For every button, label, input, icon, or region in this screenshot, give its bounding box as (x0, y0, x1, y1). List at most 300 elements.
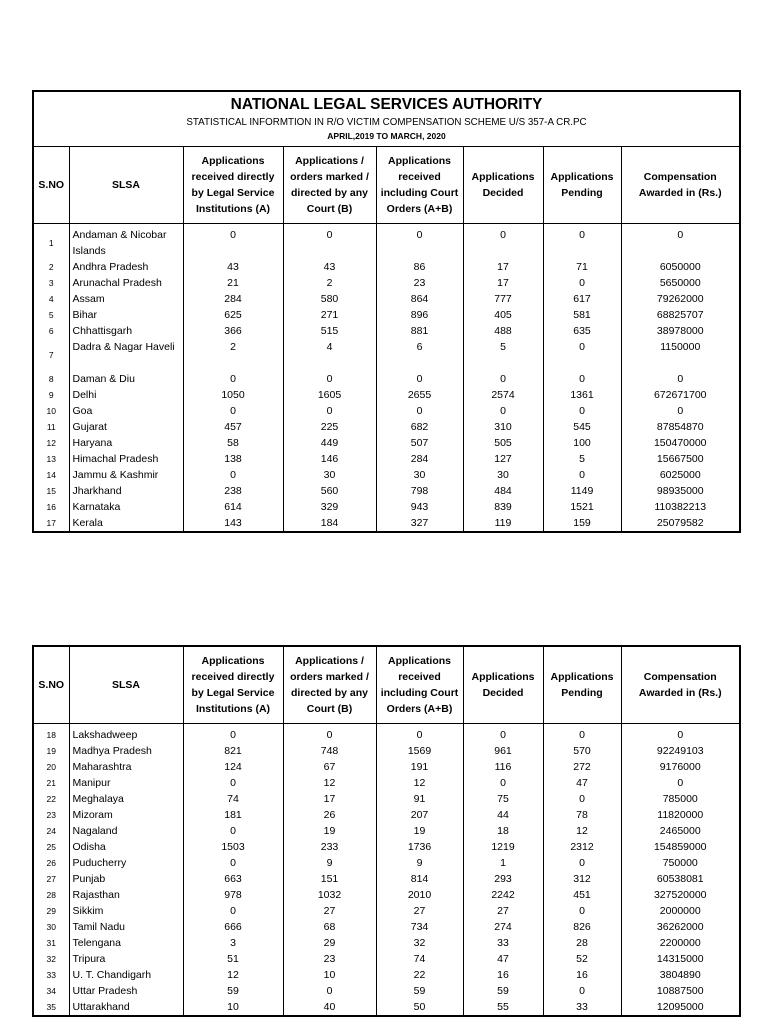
cell-slsa: Jammu & Kashmir (69, 467, 183, 483)
table-row (33, 227, 740, 259)
cell-compensation: 750000 (621, 855, 740, 871)
cell-total-received: 896 (376, 307, 463, 323)
cell-decided: 27 (463, 903, 543, 919)
compensation-table-part-1 (32, 90, 741, 533)
document-header (33, 91, 740, 147)
cell-pending: 16 (543, 967, 621, 983)
cell-sno: 29 (33, 903, 69, 919)
cell-pending: 617 (543, 291, 621, 307)
cell-compensation: 9176000 (621, 759, 740, 775)
cell-received-directly: 284 (183, 291, 283, 307)
cell-decided: 484 (463, 483, 543, 499)
cell-total-received: 91 (376, 791, 463, 807)
table-row (33, 499, 740, 515)
cell-slsa: Mizoram (69, 807, 183, 823)
cell-total-received: 74 (376, 951, 463, 967)
cell-received-directly: 143 (183, 515, 283, 532)
cell-pending: 0 (543, 403, 621, 419)
document-subtitle: STATISTICAL INFORMTION IN R/O VICTIM COMPENSATION SCHEME U/S 357-A CR.PC (186, 117, 587, 128)
header-decided: Applications Decided (463, 646, 543, 724)
cell-sno: 34 (33, 983, 69, 999)
cell-total-received: 22 (376, 967, 463, 983)
table-row (33, 903, 740, 919)
cell-slsa: Jharkhand (69, 483, 183, 499)
cell-decided: 17 (463, 275, 543, 291)
cell-received-directly: 181 (183, 807, 283, 823)
cell-compensation: 60538081 (621, 871, 740, 887)
cell-decided: 18 (463, 823, 543, 839)
header-compensation: Compensation Awarded in (Rs.) (621, 147, 740, 224)
cell-slsa: Arunachal Pradesh (69, 275, 183, 291)
cell-received-directly: 666 (183, 919, 283, 935)
cell-court-marked: 29 (283, 935, 376, 951)
header-total-received: Applications received including Court Orders (A+B) (376, 646, 463, 724)
table-body-part-1 (33, 224, 740, 533)
table-row (33, 387, 740, 403)
cell-total-received: 734 (376, 919, 463, 935)
cell-slsa: Karnataka (69, 499, 183, 515)
table-row (33, 307, 740, 323)
table-row (33, 291, 740, 307)
cell-slsa: Rajasthan (69, 887, 183, 903)
cell-decided: 293 (463, 871, 543, 887)
cell-decided: 119 (463, 515, 543, 532)
document-title: NATIONAL LEGAL SERVICES AUTHORITY (230, 96, 543, 113)
cell-pending: 635 (543, 323, 621, 339)
cell-court-marked: 30 (283, 467, 376, 483)
cell-court-marked: 329 (283, 499, 376, 515)
table-row (33, 759, 740, 775)
cell-decided: 310 (463, 419, 543, 435)
cell-pending: 0 (543, 371, 621, 387)
cell-court-marked: 0 (283, 983, 376, 999)
cell-decided: 47 (463, 951, 543, 967)
cell-slsa: Uttarakhand (69, 999, 183, 1016)
cell-decided: 488 (463, 323, 543, 339)
cell-slsa: Punjab (69, 871, 183, 887)
cell-compensation: 68825707 (621, 307, 740, 323)
header-row (33, 147, 740, 224)
cell-decided: 2242 (463, 887, 543, 903)
table-row (33, 339, 740, 371)
cell-court-marked: 515 (283, 323, 376, 339)
cell-compensation: 672671700 (621, 387, 740, 403)
cell-received-directly: 625 (183, 307, 283, 323)
cell-slsa: Gujarat (69, 419, 183, 435)
cell-compensation: 0 (621, 227, 740, 259)
cell-court-marked: 580 (283, 291, 376, 307)
cell-pending: 100 (543, 435, 621, 451)
cell-sno: 32 (33, 951, 69, 967)
cell-decided: 2574 (463, 387, 543, 403)
cell-compensation: 6025000 (621, 467, 740, 483)
cell-sno: 1 (33, 227, 69, 259)
cell-decided: 75 (463, 791, 543, 807)
cell-received-directly: 0 (183, 823, 283, 839)
cell-compensation: 87854870 (621, 419, 740, 435)
cell-total-received: 19 (376, 823, 463, 839)
cell-received-directly: 238 (183, 483, 283, 499)
header-sno: S.NO (33, 147, 69, 224)
table-row (33, 419, 740, 435)
cell-court-marked: 0 (283, 371, 376, 387)
cell-pending: 312 (543, 871, 621, 887)
cell-compensation: 25079582 (621, 515, 740, 532)
cell-slsa: Tripura (69, 951, 183, 967)
cell-compensation: 0 (621, 727, 740, 743)
cell-compensation: 14315000 (621, 951, 740, 967)
table-row (33, 483, 740, 499)
cell-decided: 55 (463, 999, 543, 1016)
cell-compensation: 6050000 (621, 259, 740, 275)
cell-court-marked: 26 (283, 807, 376, 823)
cell-compensation: 36262000 (621, 919, 740, 935)
cell-compensation: 0 (621, 775, 740, 791)
cell-total-received: 0 (376, 403, 463, 419)
header-decided: Applications Decided (463, 147, 543, 224)
cell-compensation: 327520000 (621, 887, 740, 903)
cell-slsa: Sikkim (69, 903, 183, 919)
cell-received-directly: 1503 (183, 839, 283, 855)
cell-court-marked: 1032 (283, 887, 376, 903)
table-row (33, 515, 740, 532)
cell-court-marked: 449 (283, 435, 376, 451)
table-row (33, 435, 740, 451)
cell-sno: 10 (33, 403, 69, 419)
cell-sno: 19 (33, 743, 69, 759)
cell-pending: 0 (543, 903, 621, 919)
cell-court-marked: 4 (283, 339, 376, 371)
cell-court-marked: 27 (283, 903, 376, 919)
cell-decided: 127 (463, 451, 543, 467)
document-period: APRIL,2019 TO MARCH, 2020 (327, 131, 446, 141)
cell-sno: 31 (33, 935, 69, 951)
cell-received-directly: 3 (183, 935, 283, 951)
cell-court-marked: 151 (283, 871, 376, 887)
cell-decided: 0 (463, 371, 543, 387)
cell-court-marked: 43 (283, 259, 376, 275)
table-row (33, 999, 740, 1016)
table-row (33, 275, 740, 291)
cell-court-marked: 10 (283, 967, 376, 983)
cell-court-marked: 184 (283, 515, 376, 532)
table-row (33, 451, 740, 467)
table-row (33, 951, 740, 967)
cell-received-directly: 663 (183, 871, 283, 887)
cell-compensation: 2000000 (621, 903, 740, 919)
cell-total-received: 1736 (376, 839, 463, 855)
cell-slsa: Telengana (69, 935, 183, 951)
cell-slsa: Bihar (69, 307, 183, 323)
cell-slsa: Lakshadweep (69, 727, 183, 743)
cell-compensation: 15667500 (621, 451, 740, 467)
cell-decided: 1 (463, 855, 543, 871)
cell-sno: 14 (33, 467, 69, 483)
cell-decided: 17 (463, 259, 543, 275)
table-row (33, 967, 740, 983)
cell-slsa: Meghalaya (69, 791, 183, 807)
cell-total-received: 23 (376, 275, 463, 291)
cell-received-directly: 43 (183, 259, 283, 275)
cell-total-received: 798 (376, 483, 463, 499)
table-row (33, 791, 740, 807)
cell-received-directly: 821 (183, 743, 283, 759)
cell-compensation: 0 (621, 403, 740, 419)
cell-decided: 33 (463, 935, 543, 951)
cell-court-marked: 12 (283, 775, 376, 791)
cell-sno: 25 (33, 839, 69, 855)
cell-received-directly: 12 (183, 967, 283, 983)
header-court-marked: Applications / orders marked / directed by any Court (B) (283, 646, 376, 724)
cell-received-directly: 51 (183, 951, 283, 967)
cell-slsa: Nagaland (69, 823, 183, 839)
cell-sno: 3 (33, 275, 69, 291)
cell-compensation: 5650000 (621, 275, 740, 291)
header-slsa: SLSA (69, 646, 183, 724)
cell-sno: 9 (33, 387, 69, 403)
cell-pending: 5 (543, 451, 621, 467)
cell-received-directly: 124 (183, 759, 283, 775)
cell-received-directly: 21 (183, 275, 283, 291)
cell-total-received: 207 (376, 807, 463, 823)
cell-slsa: Madhya Pradesh (69, 743, 183, 759)
cell-total-received: 682 (376, 419, 463, 435)
cell-slsa: Delhi (69, 387, 183, 403)
cell-pending: 826 (543, 919, 621, 935)
cell-pending: 581 (543, 307, 621, 323)
cell-pending: 0 (543, 727, 621, 743)
cell-court-marked: 225 (283, 419, 376, 435)
cell-sno: 35 (33, 999, 69, 1016)
cell-slsa: Puducherry (69, 855, 183, 871)
cell-total-received: 2655 (376, 387, 463, 403)
cell-total-received: 327 (376, 515, 463, 532)
cell-slsa: Chhattisgarh (69, 323, 183, 339)
cell-received-directly: 0 (183, 467, 283, 483)
cell-slsa: Andaman & Nicobar Islands (69, 227, 183, 259)
cell-decided: 839 (463, 499, 543, 515)
cell-total-received: 1569 (376, 743, 463, 759)
cell-total-received: 27 (376, 903, 463, 919)
cell-received-directly: 10 (183, 999, 283, 1016)
cell-total-received: 86 (376, 259, 463, 275)
cell-compensation: 150470000 (621, 435, 740, 451)
cell-total-received: 943 (376, 499, 463, 515)
cell-slsa: Tamil Nadu (69, 919, 183, 935)
cell-court-marked: 1605 (283, 387, 376, 403)
cell-court-marked: 0 (283, 227, 376, 259)
cell-slsa: Uttar Pradesh (69, 983, 183, 999)
cell-decided: 0 (463, 227, 543, 259)
cell-sno: 17 (33, 515, 69, 532)
cell-decided: 1219 (463, 839, 543, 855)
cell-court-marked: 17 (283, 791, 376, 807)
cell-pending: 71 (543, 259, 621, 275)
cell-court-marked: 233 (283, 839, 376, 855)
cell-received-directly: 0 (183, 903, 283, 919)
cell-received-directly: 1050 (183, 387, 283, 403)
cell-received-directly: 0 (183, 775, 283, 791)
cell-compensation: 0 (621, 371, 740, 387)
cell-court-marked: 23 (283, 951, 376, 967)
cell-received-directly: 978 (183, 887, 283, 903)
cell-total-received: 9 (376, 855, 463, 871)
cell-received-directly: 457 (183, 419, 283, 435)
table-row (33, 919, 740, 935)
cell-decided: 274 (463, 919, 543, 935)
cell-total-received: 507 (376, 435, 463, 451)
cell-sno: 23 (33, 807, 69, 823)
cell-decided: 777 (463, 291, 543, 307)
cell-total-received: 864 (376, 291, 463, 307)
table-row (33, 807, 740, 823)
cell-compensation: 2200000 (621, 935, 740, 951)
header-received-directly: Applications received directly by Legal Service Institutions (A) (183, 646, 283, 724)
table-row (33, 259, 740, 275)
cell-slsa: Daman & Diu (69, 371, 183, 387)
cell-sno: 24 (33, 823, 69, 839)
cell-court-marked: 19 (283, 823, 376, 839)
header-pending: Applications Pending (543, 147, 621, 224)
cell-pending: 0 (543, 467, 621, 483)
cell-pending: 570 (543, 743, 621, 759)
cell-received-directly: 0 (183, 403, 283, 419)
cell-total-received: 30 (376, 467, 463, 483)
cell-decided: 505 (463, 435, 543, 451)
cell-decided: 0 (463, 775, 543, 791)
cell-total-received: 50 (376, 999, 463, 1016)
cell-pending: 12 (543, 823, 621, 839)
cell-received-directly: 58 (183, 435, 283, 451)
table-row (33, 823, 740, 839)
cell-received-directly: 0 (183, 855, 283, 871)
cell-received-directly: 614 (183, 499, 283, 515)
cell-decided: 5 (463, 339, 543, 371)
cell-court-marked: 271 (283, 307, 376, 323)
cell-slsa: Dadra & Nagar Haveli (69, 339, 183, 371)
cell-sno: 20 (33, 759, 69, 775)
cell-decided: 44 (463, 807, 543, 823)
cell-slsa: Andhra Pradesh (69, 259, 183, 275)
header-total-received: Applications received including Court Orders (A+B) (376, 147, 463, 224)
cell-pending: 1521 (543, 499, 621, 515)
cell-decided: 16 (463, 967, 543, 983)
cell-pending: 545 (543, 419, 621, 435)
cell-court-marked: 146 (283, 451, 376, 467)
cell-total-received: 32 (376, 935, 463, 951)
cell-court-marked: 0 (283, 727, 376, 743)
cell-pending: 1149 (543, 483, 621, 499)
cell-slsa: Himachal Pradesh (69, 451, 183, 467)
cell-decided: 30 (463, 467, 543, 483)
table-row (33, 775, 740, 791)
cell-pending: 0 (543, 275, 621, 291)
cell-decided: 0 (463, 403, 543, 419)
cell-decided: 0 (463, 727, 543, 743)
cell-slsa: Odisha (69, 839, 183, 855)
table-row (33, 727, 740, 743)
cell-court-marked: 0 (283, 403, 376, 419)
cell-sno: 7 (33, 339, 69, 371)
table-row (33, 871, 740, 887)
table-row (33, 935, 740, 951)
cell-pending: 33 (543, 999, 621, 1016)
cell-sno: 21 (33, 775, 69, 791)
cell-compensation: 92249103 (621, 743, 740, 759)
cell-slsa: Goa (69, 403, 183, 419)
cell-sno: 27 (33, 871, 69, 887)
cell-slsa: Manipur (69, 775, 183, 791)
cell-sno: 8 (33, 371, 69, 387)
cell-court-marked: 560 (283, 483, 376, 499)
cell-sno: 4 (33, 291, 69, 307)
cell-pending: 0 (543, 227, 621, 259)
cell-compensation: 154859000 (621, 839, 740, 855)
cell-decided: 116 (463, 759, 543, 775)
compensation-table-part-2 (32, 645, 741, 1017)
cell-pending: 159 (543, 515, 621, 532)
cell-decided: 59 (463, 983, 543, 999)
cell-total-received: 2010 (376, 887, 463, 903)
table-row (33, 467, 740, 483)
cell-received-directly: 0 (183, 371, 283, 387)
cell-received-directly: 138 (183, 451, 283, 467)
table-row (33, 983, 740, 999)
cell-total-received: 191 (376, 759, 463, 775)
cell-pending: 0 (543, 983, 621, 999)
cell-pending: 1361 (543, 387, 621, 403)
cell-slsa: Maharashtra (69, 759, 183, 775)
cell-compensation: 1150000 (621, 339, 740, 371)
cell-total-received: 284 (376, 451, 463, 467)
cell-sno: 16 (33, 499, 69, 515)
header-sno: S.NO (33, 646, 69, 724)
cell-total-received: 12 (376, 775, 463, 791)
cell-total-received: 814 (376, 871, 463, 887)
cell-received-directly: 0 (183, 227, 283, 259)
header-received-directly: Applications received directly by Legal Service Institutions (A) (183, 147, 283, 224)
cell-compensation: 38978000 (621, 323, 740, 339)
cell-sno: 26 (33, 855, 69, 871)
header-compensation: Compensation Awarded in (Rs.) (621, 646, 740, 724)
cell-total-received: 0 (376, 371, 463, 387)
cell-pending: 0 (543, 791, 621, 807)
cell-compensation: 11820000 (621, 807, 740, 823)
cell-court-marked: 2 (283, 275, 376, 291)
cell-compensation: 79262000 (621, 291, 740, 307)
cell-sno: 11 (33, 419, 69, 435)
table-row (33, 403, 740, 419)
cell-pending: 272 (543, 759, 621, 775)
cell-compensation: 3804890 (621, 967, 740, 983)
table-body-part-2 (33, 724, 740, 1017)
cell-compensation: 110382213 (621, 499, 740, 515)
cell-decided: 961 (463, 743, 543, 759)
cell-sno: 13 (33, 451, 69, 467)
cell-sno: 6 (33, 323, 69, 339)
cell-pending: 78 (543, 807, 621, 823)
cell-total-received: 6 (376, 339, 463, 371)
cell-received-directly: 0 (183, 727, 283, 743)
cell-compensation: 785000 (621, 791, 740, 807)
cell-total-received: 0 (376, 227, 463, 259)
cell-compensation: 98935000 (621, 483, 740, 499)
cell-pending: 47 (543, 775, 621, 791)
cell-total-received: 59 (376, 983, 463, 999)
cell-court-marked: 748 (283, 743, 376, 759)
cell-slsa: Kerala (69, 515, 183, 532)
cell-sno: 2 (33, 259, 69, 275)
